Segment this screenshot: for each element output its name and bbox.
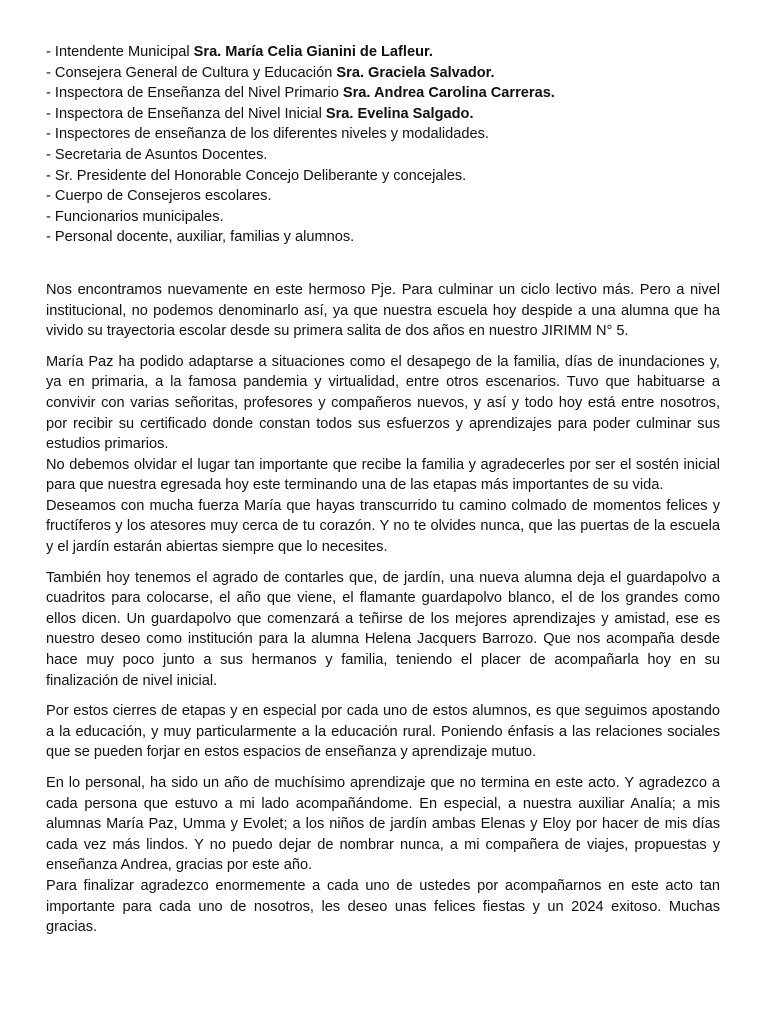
recipient-title: - Intendente Municipal [46,44,194,60]
recipient-line [46,207,720,228]
paragraph-wishes: Deseamos con mucha fuerza María que hayas transcurrido tu camino colmado de momentos felices y fructíferos y los atesores muy cerca de tu corazón. Y no te olvides nunca, que las puertas de la escuela y el jardín estarán abiertas siempre que lo necesites. [46,497,720,556]
recipient-title: - Inspectores de enseñanza de los diferentes niveles y modalidades. [46,126,489,143]
paragraph-helena: También hoy tenemos el agrado de contarles que, de jardín, una nueva alumna deja el guardapolvo a cuadritos para colocarse, el año que viene, el flamante guardapolvo blanco, el de los grandes como ellos dicen. Un guardapolvo que comenzará a teñirse de los mejores aprendizajes y amistad, ese es nuestro deseo como institución para la alumna Helena Jacquers Barrozo. Que nos acompaña desde hace muy poco junto a sus hermanos y familia, teniendo el placer de acompañarla hoy en su finalización de nivel inicial. [46,569,720,689]
recipient-line [46,186,720,207]
recipient-name: Sra. Evelina Salgado. [325,105,474,122]
recipient-line [46,83,720,104]
paragraph-closing: Para finalizar agradezco enormemente a cada uno de ustedes por acompañarnos en este acto tan importante para cada uno de nosotros, les deseo unas felices fiestas y un 2024 exitoso. Muchas gracias. [46,877,720,936]
recipient-title: - Cuerpo de Consejeros escolares. [46,188,272,205]
speech-body [46,280,720,938]
recipient-name: Sra. María Celia Gianini de Lafleur. [193,44,433,60]
paragraph-intro: Nos encontramos nuevamente en este hermoso Pje. Para culminar un ciclo lectivo más. Pero a nivel institucional, no podemos denominarlo así, ya que nuestra escuela hoy despide a una alumna que ha vivido su trayectoria escolar desde su primera salita de dos años en nuestro JIRIMM N° 5. [46,281,720,340]
recipient-title: - Funcionarios municipales. [46,208,224,225]
recipient-title: - Personal docente, auxiliar, familias y alumnos. [46,229,355,246]
recipient-line [46,227,720,248]
recipient-title: - Inspectora de Enseñanza del Nivel Inicial [46,105,326,122]
recipient-name: Sra. Graciela Salvador. [336,64,495,81]
recipients-list [46,42,720,248]
recipient-title: - Inspectora de Enseñanza del Nivel Primario [46,85,343,102]
recipient-line [46,63,720,84]
recipient-title: - Sr. Presidente del Honorable Concejo Deliberante y concejales. [46,167,467,184]
recipient-name: Sra. Andrea Carolina Carreras. [342,85,555,102]
recipient-title: - Consejera General de Cultura y Educación [46,64,337,81]
paragraph-maria-paz: María Paz ha podido adaptarse a situaciones como el desapego de la familia, días de inundaciones y, ya en primaria, a la famosa pandemia y virtualidad, entre otros escenarios. Tuvo que habituarse a convivir con varias señoritas, profesores y compañeros nuevos, y así y todo hoy está entre nosotros, por recibir su certificado donde constan todos sus esfuerzos y aprendizajes para poder culminar sus estudios primarios. [46,353,720,453]
paragraph-family: No debemos olvidar el lugar tan importante que recibe la familia y agradecerles por ser el sostén inicial para que nuestra egresada hoy este terminando una de las etapas más importantes de su vida. [46,456,720,494]
recipient-line [46,166,720,187]
paragraph-rural-education: Por estos cierres de etapas y en especial por cada uno de estos alumnos, es que seguimos apostando a la educación, y muy particularmente a la educación rural. Poniendo énfasis a las relaciones sociales que se pueden forjar en estos espacios de enseñanza y aprendizaje mutuo. [46,703,720,761]
paragraph-personal: En lo personal, ha sido un año de muchísimo aprendizaje que no termina en este acto. Y agradezco a cada persona que estuvo a mi lado acompañándome. En especial, a nuestra auxiliar Analía; a mis alumnas María Paz, Umma y Evolet; a los niños de jardín ambas Elenas y Eloy por hacer de mis días cada vez más lindos. Y no puedo dejar de nombrar nunca, a mi compañera de viajes, propuestas y enseñanza Andrea, gracias por este año. [46,775,720,874]
recipient-title: - Secretaria de Asuntos Docentes. [46,146,268,163]
recipient-line [46,124,720,145]
recipient-line [46,145,720,166]
recipient-line [46,104,720,125]
recipient-line [46,42,720,63]
